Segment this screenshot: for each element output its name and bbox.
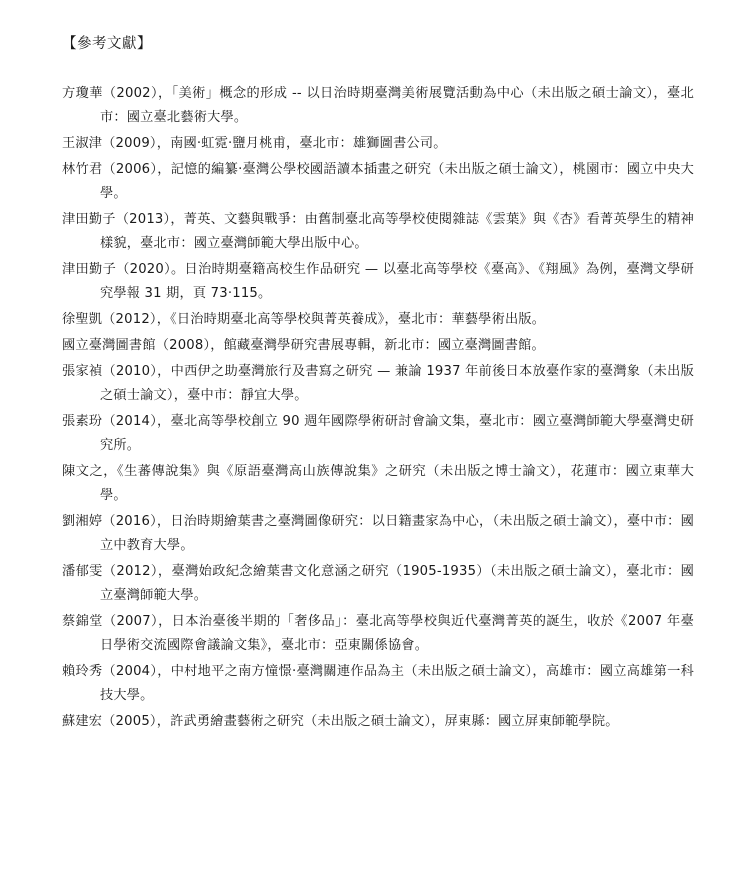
list-item: 國立臺灣圖書館（2008），館藏臺灣學研究書展專輯，新北市：國立臺灣圖書館。 bbox=[62, 337, 545, 353]
list-item: 潘郁雯（2012），臺灣始政紀念繪葉書文化意涵之研究（1905-1935）（未出版之碩士論文），臺北市：國立臺灣師範大學。 bbox=[62, 564, 694, 604]
list-item: 劉湘婷（2016），日治時期繪葉書之臺灣圖像研究：以日籍畫家為中心，（未出版之碩士論文），臺中市：國立中教育大學。 bbox=[62, 514, 694, 554]
list-item: 陳文之，《生蕃傳說集》與《原語臺灣高山族傳說集》之研究（未出版之博士論文），花蓮市：國立東華大學。 bbox=[62, 463, 694, 503]
list-item: 張家禎（2010），中西伊之助臺灣旅行及書寫之研究 — 兼論 1937 年前後日本放臺作家的臺灣象（未出版之碩士論文），臺中市：靜宜大學。 bbox=[62, 363, 694, 403]
list-item: 徐聖凱（2012），《日治時期臺北高等學校與菁英養成》，臺北市：華藝學術出版。 bbox=[62, 311, 546, 327]
list-item: 蘇建宏（2005），許武勇繪畫藝術之研究（未出版之碩士論文），屏東縣：國立屏東師範學院。 bbox=[62, 714, 619, 730]
list-item: 張素玢（2014），臺北高等學校創立 90 週年國際學術研討會論文集，臺北市：國立臺灣師範大學臺灣史研究所。 bbox=[62, 413, 694, 453]
list-item: 津田勤子（2013），菁英、文藝與戰爭：由舊制臺北高等學校使閱雜誌《雲葉》與《杏》看菁英學生的精神樣貌，臺北市：國立臺灣師範大學出版中心。 bbox=[62, 211, 694, 251]
list-item: 方瓊華（2002），「美術」概念的形成 -- 以日治時期臺灣美術展覽活動為中心（未出版之碩士論文），臺北市：國立臺北藝術大學。 bbox=[62, 85, 694, 125]
list-item: 蔡錦堂（2007），日本治臺後半期的「奢侈品」：臺北高等學校與近代臺灣菁英的誕生，收於《2007 年臺日學術交流國際會議論文集》，臺北市：亞東關係協會。 bbox=[62, 614, 694, 654]
list-item: 林竹君（2006），記憶的編纂‧臺灣公學校國語讀本插畫之研究（未出版之碩士論文），桃園市：國立中央大學。 bbox=[62, 161, 694, 201]
page-title: 【參考文獻】 bbox=[62, 36, 152, 52]
list-item: 津田勤子（2020）。日治時期臺籍高校生作品研究 — 以臺北高等學校《臺高》、《翔風》為例，臺灣文學研究學報 31 期，頁 73‧115。 bbox=[62, 261, 694, 301]
list-item: 王淑津（2009），南國‧虹霓‧鹽月桃甫，臺北市：雄獅圖書公司。 bbox=[62, 135, 447, 151]
list-item: 賴玲秀（2004），中村地平之南方憧憬‧臺灣關連作品為主（未出版之碩士論文），高雄市：國立高雄第一科技大學。 bbox=[62, 664, 694, 704]
reference-list bbox=[62, 82, 694, 734]
